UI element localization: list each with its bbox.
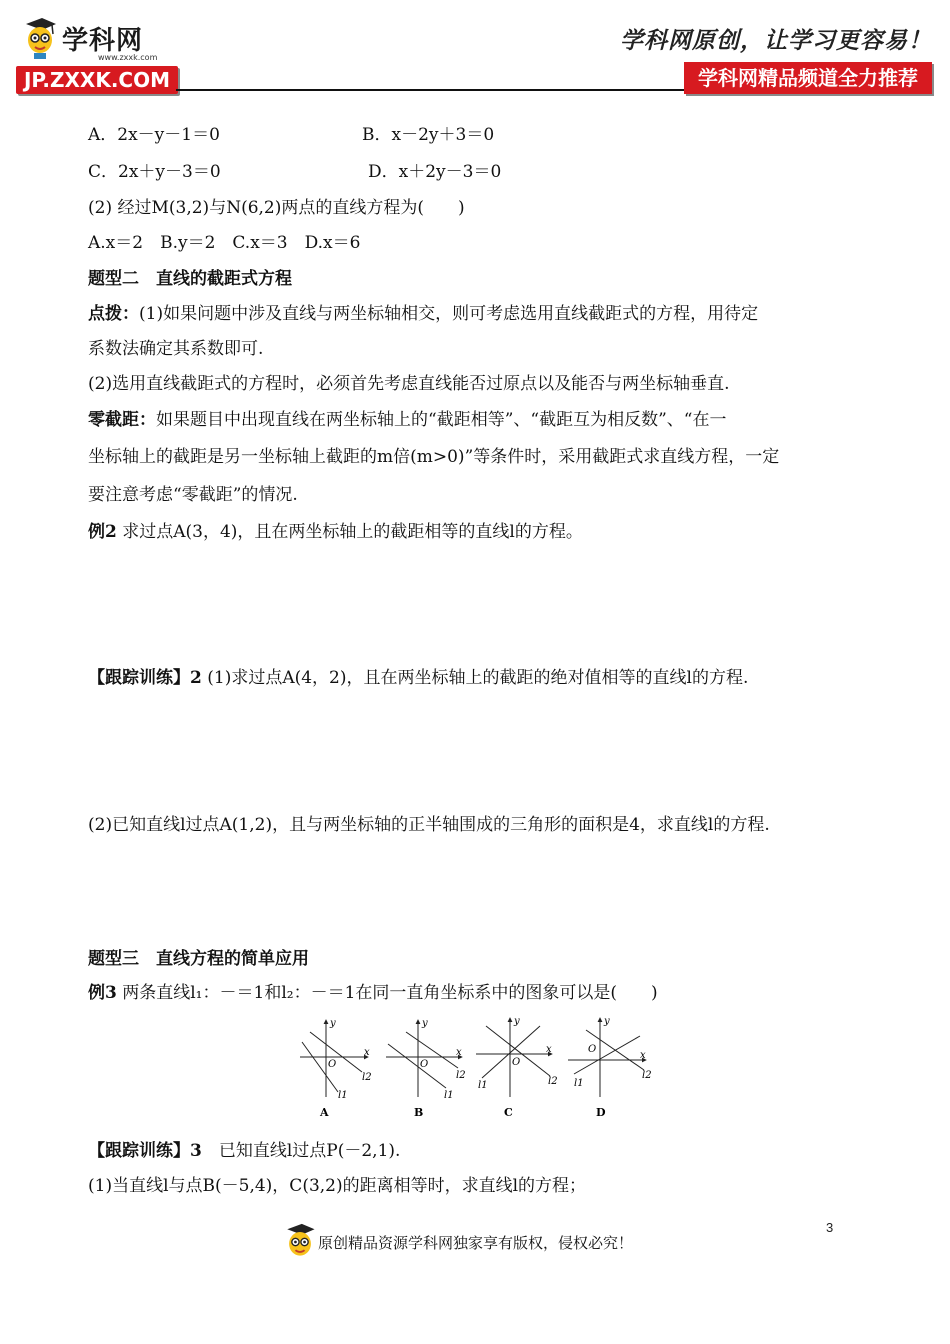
logo-box: JP.ZXXK.COM — [16, 66, 178, 94]
example-3-label: 例3 — [88, 983, 117, 1003]
graph-d-y-label: y — [604, 1016, 610, 1027]
graph-c-x-label: x — [546, 1044, 552, 1055]
graph-a-label: A — [320, 1106, 329, 1119]
graph-c-l2: l2 — [548, 1076, 558, 1087]
graph-c — [476, 1016, 558, 1119]
zero-text-1: 如果题目中出现直线在两坐标轴上的“截距相等”、“截距互为相反数”、“在一 — [156, 410, 727, 430]
graph-b-x-label: x — [456, 1047, 462, 1058]
footer-mascot-icon — [283, 1222, 317, 1262]
graph-a-origin: O — [328, 1059, 337, 1070]
graph-b-label: B — [414, 1106, 424, 1119]
q1-option-c: C．2x＋y－3＝0 — [88, 162, 221, 182]
tip-line-2: 系数法确定其系数即可. — [88, 339, 264, 359]
tip-line-3: (2)选用直线截距式的方程时，必须首先考虑直线能否过原点以及能否与两坐标轴垂直. — [88, 374, 730, 394]
graph-a — [300, 1018, 372, 1119]
section3-title: 题型三 直线方程的简单应用 — [88, 949, 309, 969]
logo — [22, 16, 172, 66]
graph-d-label: D — [596, 1106, 606, 1119]
logo-name: 学科网 — [62, 26, 144, 56]
zero-line-2: 坐标轴上的截距是另一坐标轴上截距的m倍(m>0)”等条件时，采用截距式求直线方程，一定 — [88, 447, 780, 467]
graph-a-l2: l2 — [362, 1072, 372, 1083]
graph-c-origin: O — [512, 1057, 521, 1068]
graph-a-x-label: x — [364, 1047, 370, 1058]
graph-b-l1: l1 — [444, 1090, 454, 1101]
graph-d-x-label: x — [640, 1050, 646, 1061]
graph-a-y-label: y — [330, 1018, 336, 1029]
track-3-part-1: (1)当直线l与点B(－5,4)，C(3,2)的距离相等时，求直线l的方程； — [88, 1176, 587, 1196]
track-2-text-1: (1)求过点A(4，2)，且在两坐标轴上的截距的绝对值相等的直线l的方程. — [207, 668, 749, 688]
graph-d-l1: l1 — [574, 1078, 584, 1089]
banner: 学科网精品频道全力推荐 — [684, 62, 932, 94]
track-3 — [88, 1140, 400, 1162]
zero-line-3: 要注意考虑“零截距”的情况. — [88, 485, 298, 505]
example-2-text: 求过点A(3，4)，且在两坐标轴上的截距相等的直线l的方程。 — [122, 522, 583, 542]
logo-url: www.zxxk.com — [98, 53, 158, 62]
q2-options: A.x＝2 B.y＝2 C.x＝3 D.x＝6 — [88, 233, 361, 253]
zero-label: 零截距： — [88, 410, 156, 430]
q2-stem: (2) 经过M(3,2)与N(6,2)两点的直线方程为( ) — [88, 198, 465, 218]
graph-c-y-label: y — [514, 1016, 520, 1027]
track-2-label: 【跟踪训练】2 — [88, 668, 202, 688]
track-2-part-2: (2)已知直线l过点A(1,2)，且与两坐标轴的正半轴围成的三角形的面积是4，求直线l的方程. — [88, 815, 770, 835]
slogan: 学科网原创，让学习更容易！ — [620, 27, 932, 54]
example-2-label: 例2 — [88, 522, 117, 542]
footer-copyright: 原创精品资源学科网独家享有版权，侵权必究！ — [318, 1234, 634, 1252]
tip-label: 点拨： — [88, 304, 139, 324]
graph-d-l2: l2 — [642, 1070, 652, 1081]
q1-option-b: B．x－2y＋3＝0 — [362, 125, 495, 145]
graph-d-origin: O — [588, 1044, 597, 1055]
graph-b — [386, 1018, 466, 1119]
graph-a-l1: l1 — [338, 1090, 348, 1101]
tip-text-1: (1)如果问题中涉及直线与两坐标轴相交，则可考虑选用直线截距式的方程，用待定 — [139, 304, 759, 324]
mascot-icon — [22, 16, 58, 60]
track-2-part-1 — [88, 667, 748, 689]
example-3-text: 两条直线l₁：－＝1和l₂：－＝1在同一直角坐标系中的图象可以是( ) — [122, 983, 658, 1003]
graph-b-y-label: y — [422, 1018, 428, 1029]
section2-title: 题型二 直线的截距式方程 — [88, 269, 292, 289]
page-number: 3 — [826, 1220, 834, 1235]
graph-c-label: C — [504, 1106, 513, 1119]
graph-d — [568, 1016, 652, 1119]
graph-b-origin: O — [420, 1059, 429, 1070]
example-2 — [88, 521, 583, 543]
track-3-text: 已知直线l过点P(－2,1). — [218, 1141, 401, 1161]
graph-c-l1: l1 — [478, 1080, 488, 1091]
tip-line-1 — [88, 303, 758, 325]
q1-option-a: A．2x－y－1＝0 — [88, 125, 220, 145]
zero-line-1 — [88, 409, 726, 431]
header-rule — [176, 89, 684, 91]
track-3-label: 【跟踪训练】3 — [88, 1141, 202, 1161]
example-3 — [88, 982, 658, 1004]
q1-option-d: D．x＋2y－3＝0 — [368, 162, 502, 182]
graph-b-l2: l2 — [456, 1070, 466, 1081]
example-3-figure — [290, 1012, 670, 1122]
